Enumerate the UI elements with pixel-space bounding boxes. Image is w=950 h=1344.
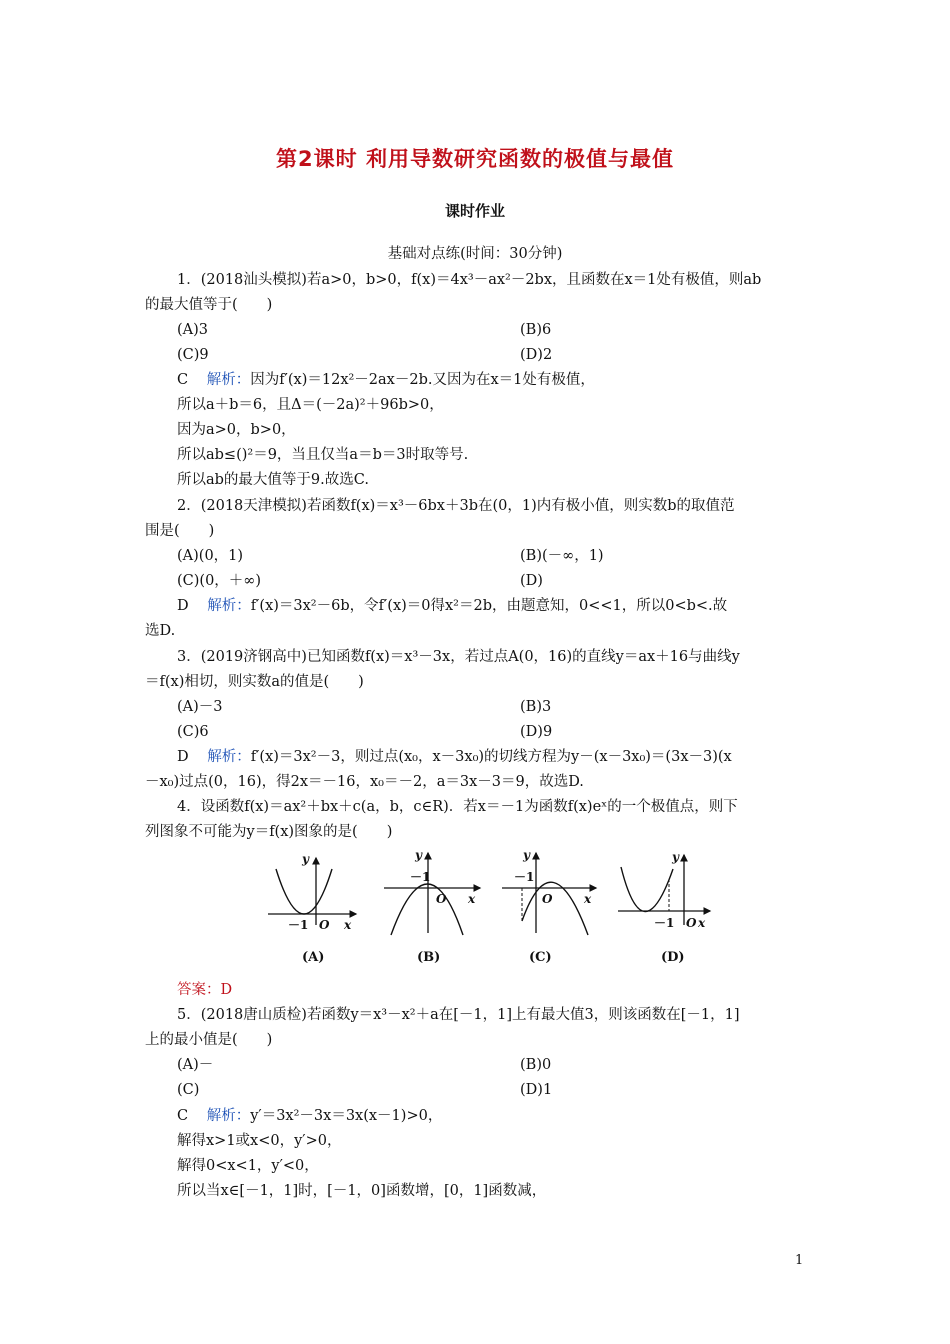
- q5-solution-line3: 解得0<x<1，y′<0，: [177, 1158, 319, 1174]
- q1-option-d: (D)2: [520, 347, 553, 363]
- q2-solution-line1: [177, 596, 727, 616]
- graph-a: [268, 852, 356, 932]
- q5-stem-line1: 5．(2018唐山质检)若函数y＝x³－x²＋a在[－1，1]上有最大值3，则该函数在[－1，1]: [177, 1007, 740, 1023]
- q3-solution-text: f′(x)＝3x²－3，则过点(x₀，x－3x₀)的切线方程为y－(x－3x₀)＝(3x－3)(x: [250, 749, 732, 765]
- graph-c-x-label: x: [584, 892, 592, 906]
- graph-a-caption: (A): [302, 950, 325, 965]
- q3-stem-line1: 3．(2019济钢高中)已知函数f(x)＝x³－3x，若过点A(0，16)的直线y＝ax＋16与曲线y: [177, 649, 740, 665]
- graph-b-x-label: x: [468, 892, 476, 906]
- q5-option-a: (A)－: [177, 1057, 214, 1073]
- q2-analysis-label: 解析：: [207, 598, 251, 614]
- q5-analysis-label: 解析：: [206, 1108, 251, 1124]
- q5-solution-line1: [177, 1106, 442, 1126]
- q3-stem-line2: ＝f(x)相切，则实数a的值是( ): [145, 674, 364, 690]
- q4-answer: 答案：D: [177, 982, 233, 998]
- graph-b-origin-label: O: [436, 892, 447, 906]
- graph-d: [618, 850, 710, 930]
- graph-c-origin-label: O: [542, 892, 553, 906]
- q5-answer-key: C: [177, 1108, 189, 1124]
- q3-analysis-label: 解析：: [207, 749, 251, 765]
- q2-solution-text: f′(x)＝3x²－6b，令f′(x)＝0得x²＝2b，由题意知，0<<1，所以0<b<.故: [250, 598, 728, 614]
- q3-solution-line1: [177, 747, 732, 767]
- graph-a-y-label: y: [302, 852, 309, 866]
- q5-solution-line4: 所以当x∈[－1，1]时，[－1，0]函数增，[0，1]函数减，: [177, 1183, 547, 1199]
- graph-d-y-label: y: [672, 850, 679, 864]
- graph-d-origin-label: O: [686, 916, 697, 930]
- graph-a-origin-label: O: [319, 918, 330, 932]
- q1-option-a: (A)3: [177, 322, 209, 338]
- q1-solution-line3: 因为a>0，b>0，: [177, 422, 296, 438]
- graph-b-y-label: y: [415, 848, 422, 862]
- q2-answer-key: D: [177, 598, 189, 614]
- q3-option-b: (B)3: [520, 699, 552, 715]
- graph-c-y-label: y: [523, 848, 530, 862]
- q2-solution-line2: 选D.: [145, 623, 176, 639]
- q1-option-c: (C)9: [177, 347, 209, 363]
- q1-answer-key: C: [177, 372, 189, 388]
- q5-option-c: (C): [177, 1082, 200, 1098]
- q4-graph-options: [258, 843, 718, 975]
- q1-solution-line2: 所以a＋b＝6，且Δ＝(－2a)²＋96b>0，: [177, 397, 444, 413]
- q1-solution-line4: 所以ab≤()²＝9，当且仅当a＝b＝3时取等号.: [177, 447, 469, 463]
- graph-d-tick-label: －1: [654, 916, 675, 930]
- q2-stem-line2: 围是( ): [145, 523, 215, 539]
- graph-d-x-label: x: [698, 916, 706, 930]
- q2-stem-line1: 2．(2018天津模拟)若函数f(x)＝x³－6bx＋3b在(0，1)内有极小值，则实数b的取值范: [177, 498, 735, 514]
- q2-option-b: (B)(－∞，1): [520, 548, 604, 564]
- q1-solution-line1: [177, 370, 595, 390]
- graph-a-tick-label: －1: [288, 918, 309, 932]
- graph-d-caption: (D): [661, 950, 685, 965]
- q3-option-c: (C)6: [177, 724, 209, 740]
- q1-solution-line5: 所以ab的最大值等于9.故选C.: [177, 472, 369, 488]
- q1-option-b: (B)6: [520, 322, 552, 338]
- q5-option-b: (B)0: [520, 1057, 552, 1073]
- page-title: 第2课时 利用导数研究函数的极值与最值: [276, 147, 674, 171]
- q2-option-a: (A)(0，1): [177, 548, 244, 564]
- section-header: 基础对点练(时间：30分钟): [387, 246, 563, 262]
- graph-c-caption: (C): [529, 950, 552, 965]
- q3-option-a: (A)－3: [177, 699, 223, 715]
- graph-b: [384, 848, 480, 935]
- q2-option-d: (D): [520, 573, 543, 589]
- graph-c-tick-label: －1: [514, 870, 535, 884]
- q5-solution-line2: 解得x>1或x<0，y′>0，: [177, 1133, 342, 1149]
- page-subtitle: 课时作业: [444, 202, 505, 220]
- q1-stem-line2: 的最大值等于( ): [145, 297, 273, 313]
- q1-stem-line1: 1．(2018汕头模拟)若a>0，b>0，f(x)＝4x³－ax²－2bx，且函数在x＝1处有极值，则ab: [177, 272, 762, 288]
- graph-a-x-label: x: [344, 918, 352, 932]
- q3-solution-line2: －x₀)过点(0，16)，得2x＝－16，x₀＝－2，a＝3x－3＝9，故选D.: [145, 774, 584, 790]
- q5-solution-text: y′＝3x²－3x＝3x(x－1)>0，: [250, 1108, 443, 1124]
- q2-option-c: (C)(0，＋∞): [177, 573, 262, 589]
- q3-option-d: (D)9: [520, 724, 553, 740]
- q4-stem-line1: 4．设函数f(x)＝ax²＋bx＋c(a，b，c∈R)．若x＝－1为函数f(x)eˣ的一个极值点，则下: [177, 799, 738, 815]
- graph-c: [502, 848, 596, 935]
- graph-b-tick-label: －1: [410, 870, 431, 884]
- q4-stem-line2: 列图象不可能为y＝f(x)图象的是( ): [145, 824, 393, 840]
- page-number: 1: [795, 1253, 804, 1268]
- graph-b-caption: (B): [417, 950, 441, 965]
- q1-analysis-label: 解析：: [206, 372, 251, 388]
- q1-solution-text: 因为f′(x)＝12x²－2ax－2b.又因为在x＝1处有极值，: [250, 372, 595, 388]
- q5-option-d: (D)1: [520, 1082, 553, 1098]
- q3-answer-key: D: [177, 749, 189, 765]
- q5-stem-line2: 上的最小值是( ): [145, 1032, 273, 1048]
